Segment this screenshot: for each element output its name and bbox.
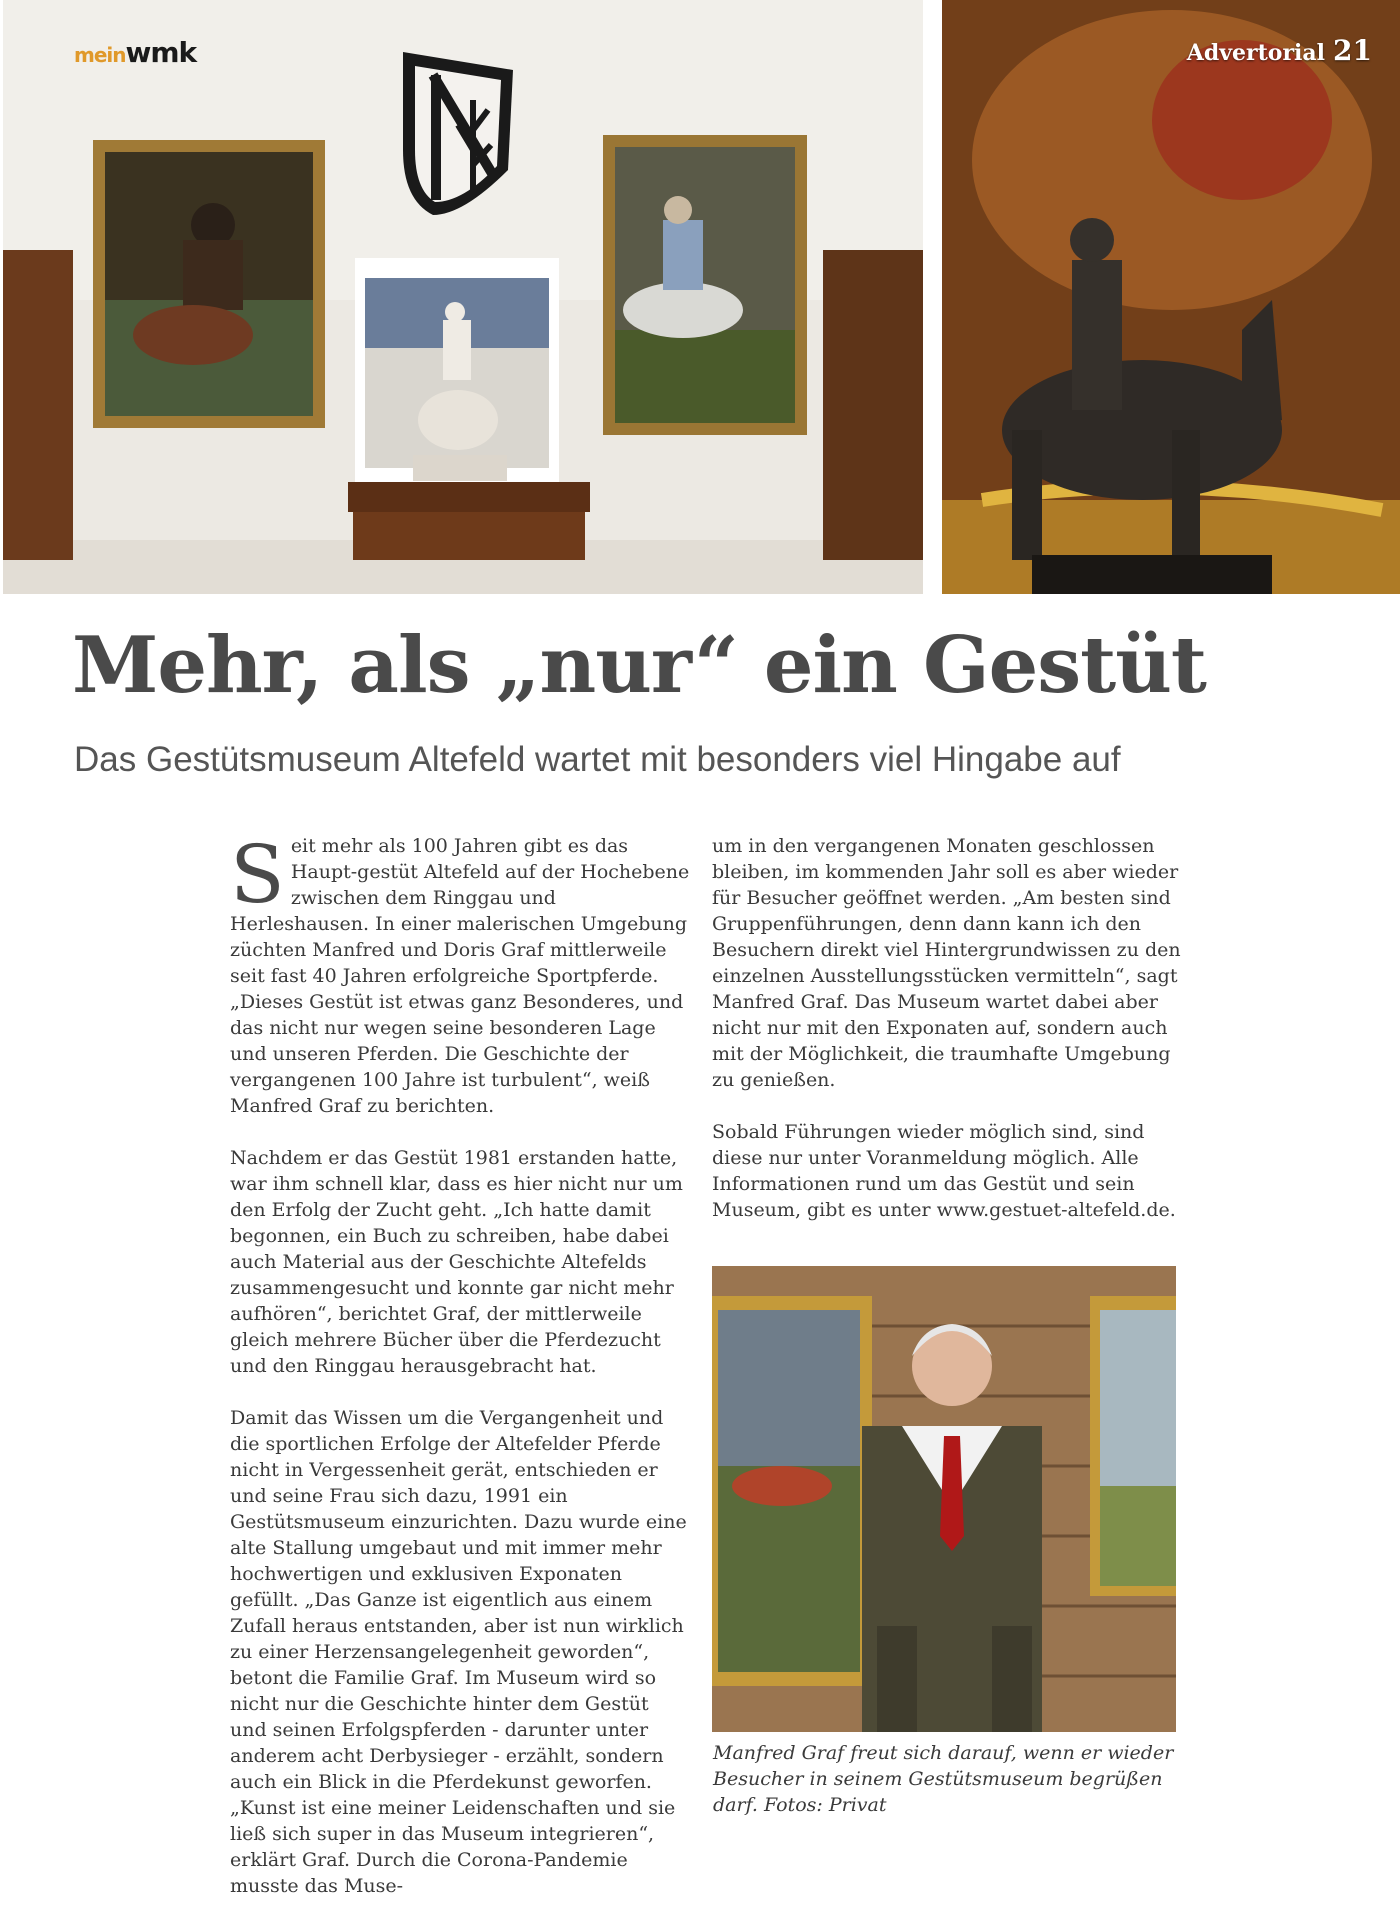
page-header (1187, 34, 1372, 67)
bronze-statue-photo (942, 0, 1400, 594)
article-subtitle: Das Gestütsmuseum Altefeld wartet mit besonders viel Hingabe auf (74, 740, 1121, 779)
section-label: Advertorial (1186, 40, 1326, 66)
brand-prefix: mein (74, 43, 126, 67)
brand-name: wmk (125, 36, 197, 69)
portrait-photo (712, 1266, 1176, 1732)
page-number: 21 (1333, 34, 1372, 67)
drop-cap: S (230, 828, 285, 921)
paragraph-reopening: um in den vergangenen Monaten geschlossen bleiben, im kommenden Jahr soll es aber wieder für Besucher geöffnet werden. „Am besten sind Gruppenführungen, denn dann kann ich den Besuchern direkt viel Hintergrundwissen zu den einzelnen Ausstellungsstücken vermitteln“, sagt Manfred Graf. Das Museum wartet dabei aber nicht nur mit den Exponaten auf, sondern auch mit der Möglichkeit, die traumhafte Umgebung zu genießen. (712, 835, 1181, 1091)
brand-logo (74, 36, 196, 69)
paragraph-intro (230, 828, 690, 1119)
photo-caption: Manfred Graf freut sich darauf, wenn er wieder Besucher in seinem Gestütsmuseum begrüßen darf. Fotos: Privat (713, 1742, 1174, 1816)
text-column-right (712, 833, 1182, 1249)
text-column-left (230, 828, 690, 1925)
paragraph-museum: Damit das Wissen um die Vergangenheit und die sportlichen Erfolge der Altefelder Pferde nicht in Vergessenheit gerät, entschieden er und seine Frau sich dazu, 1991 ein Gestütsmuseum einzurichten. Dazu wurde eine alte Stallung umgebaut und mit immer mehr hochwertigen und exklusiven Exponaten gefüllt. „Das Ganze ist eigentlich aus einem Zufall heraus entstanden, aber ist nun wirklich zu einer Herzensangelegenheit geworden“, betont die Familie Graf. Im Museum wird so nicht nur die Geschichte hinter dem Gestüt und seinen Erfolgspferden - darunter unter anderem acht Derbysieger - erzählt, sondern auch ein Blick in die Pferdekunst geworfen. „Kunst ist eine meiner Leidenschaften und sie ließ sich super in das Museum integrieren“, erklärt Graf. Durch die Corona-Pandemie musste das Muse- (230, 1407, 687, 1897)
paragraph-tours: Sobald Führungen wieder möglich sind, sind diese nur unter Voranmeldung möglich. Alle Informationen rund um das Gestüt und sein Museum, gibt es unter www.gestuet-altefeld.de. (712, 1121, 1176, 1221)
museum-hall-photo (3, 0, 923, 594)
article-title: Mehr, als „nur“ ein Gestüt (72, 620, 1206, 711)
paragraph-history: Nachdem er das Gestüt 1981 erstanden hatte, war ihm schnell klar, dass es hier nicht nur um den Erfolg der Zucht geht. „Ich hatte damit begonnen, ein Buch zu schreiben, habe dabei auch Material aus der Geschichte Altefelds zusammengesucht und konnte gar nicht mehr aufhören“, berichtet Graf, der mittlerweile gleich mehrere Bücher über die Pferdezucht und den Ringgau herausgebracht hat. (230, 1147, 683, 1377)
paragraph-intro-text: eit mehr als 100 Jahren gibt es das Haupt-gestüt Altefeld auf der Hochebene zwischen dem Ringgau und Herleshausen. In einer malerischen Umgebung züchten Manfred und Doris Graf mittlerweile seit fast 40 Jahren erfolgreiche Sportpferde. „Dieses Gestüt ist etwas ganz Besonderes, und das nicht nur wegen seine besonderen Lage und unseren Pferden. Die Geschichte der vergangenen 100 Jahre ist turbulent“, weiß Manfred Graf zu berichten. (230, 835, 690, 1117)
